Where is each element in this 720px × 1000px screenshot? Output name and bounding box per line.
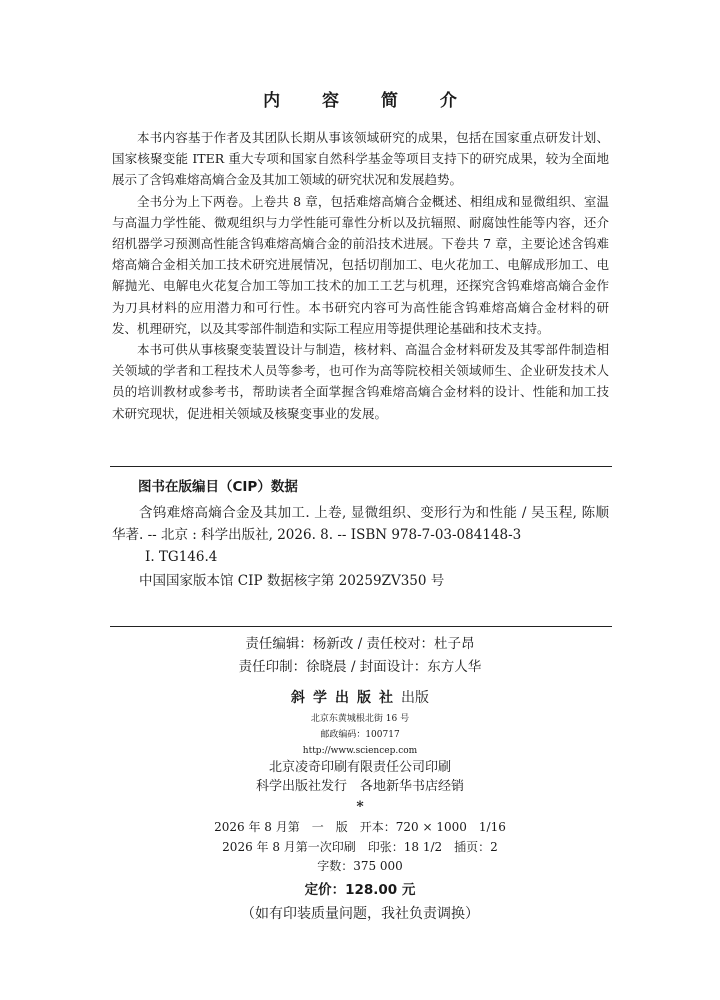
summary-paragraph: 全书分为上下两卷。上卷共 8 章，包括难熔高熵合金概述、相组成和显微组织、室温与高温力学性能、微观组织与力学性能可靠性分析以及抗辐照、耐腐蚀性能等内容，还介绍机器学习预测高性能含钨难熔高熵合金的前沿技术进展。下卷共 7 章，主要论述含钨难熔高熵合金相关加工技术研究进展情况，包括切削加工、电火花加工、电解成形加工、电解抛光、电解电火花复合加工等加工技术的加工工艺与机理，还探究含钨难熔高熵合金作为刀具材料的应用潜力和可行性。本书研究内容可为高性能含钨难熔高熵合金材料的研发、机理研究，以及其零部件制造和实际工程应用等提供理论基础和技术支持。 <box>112 193 609 336</box>
publisher-postcode: 邮政编码：100717 <box>320 730 400 740</box>
word-count: 字数：375 000 <box>317 859 403 873</box>
page-title: 内 容 简 介 <box>263 91 475 111</box>
publisher-logo: 斜学出版社 <box>291 690 401 706</box>
separator-star: * <box>356 799 364 815</box>
publisher-info <box>0 711 720 759</box>
credits-editors: 责任编辑：杨新改 / 责任校对：杜子昂 <box>245 636 475 652</box>
cip-entry: 含钨难熔高熵合金及其加工. 上卷, 显微组织、变形行为和性能 / 吴玉程, 陈顺华著. -- 北京 : 科学出版社, 2026. 8. -- ISBN 978-7-03-084148-3 <box>112 505 609 543</box>
quality-notice: （如有印装质量问题，我社负责调换） <box>241 906 479 922</box>
credits-production: 责任印制：徐晓晨 / 封面设计：东方人华 <box>238 659 482 675</box>
cip-data-block <box>112 502 609 593</box>
content-summary <box>112 127 609 424</box>
publisher-url: http://www.sciencep.com <box>302 746 418 756</box>
printing-info <box>0 758 720 796</box>
printing-line: 2026 年 8 月第一次印刷 印张：18 1/2 插页：2 <box>222 839 498 854</box>
distribution-info: 科学出版社发行 各地新华书店经销 <box>255 779 464 794</box>
summary-paragraph: 本书可供从事核聚变装置设计与制造，核材料、高温合金材料研发及其零部件制造相关领域的学者和工程技术人员等参考，也可作为高等院校相关领域师生、企业研发技术人员的培训教材或参考书，帮助读者全面掌握含钨难熔高熵合金材料的设计、性能和加工技术研究现状，促进相关领域及核聚变事业的发展。 <box>112 342 609 421</box>
publisher-suffix: 出版 <box>401 690 429 706</box>
publisher-line <box>0 687 720 707</box>
edition-specs <box>0 818 720 877</box>
cip-classification: Ⅰ. TG146.4 <box>145 549 218 565</box>
publisher-address: 北京东黄城根北街 16 号 <box>310 714 410 724</box>
summary-paragraph: 本书内容基于作者及其团队长期从事该领域研究的成果，包括在国家重点研发计划、国家核聚变能 ITER 重大专项和国家自然科学基金等项目支持下的研究成果，较为全面地展示了含钨难熔高熵合金及其加工领域的研究状况和发展趋势。 <box>112 130 609 188</box>
printer-name: 北京凌奇印刷有限责任公司印刷 <box>268 760 451 775</box>
edition-line: 2026 年 8 月第 一 版 开本：720 × 1000 1/16 <box>214 820 506 834</box>
cip-library-number: 中国国家版本馆 CIP 数据核字第 20259ZV350 号 <box>139 572 445 589</box>
bottom-divider <box>110 626 612 627</box>
editorial-credits <box>0 633 720 679</box>
price-label: 定价：128.00 元 <box>304 882 416 898</box>
cip-heading: 图书在版编目（CIP）数据 <box>138 479 298 495</box>
top-divider <box>110 466 612 467</box>
